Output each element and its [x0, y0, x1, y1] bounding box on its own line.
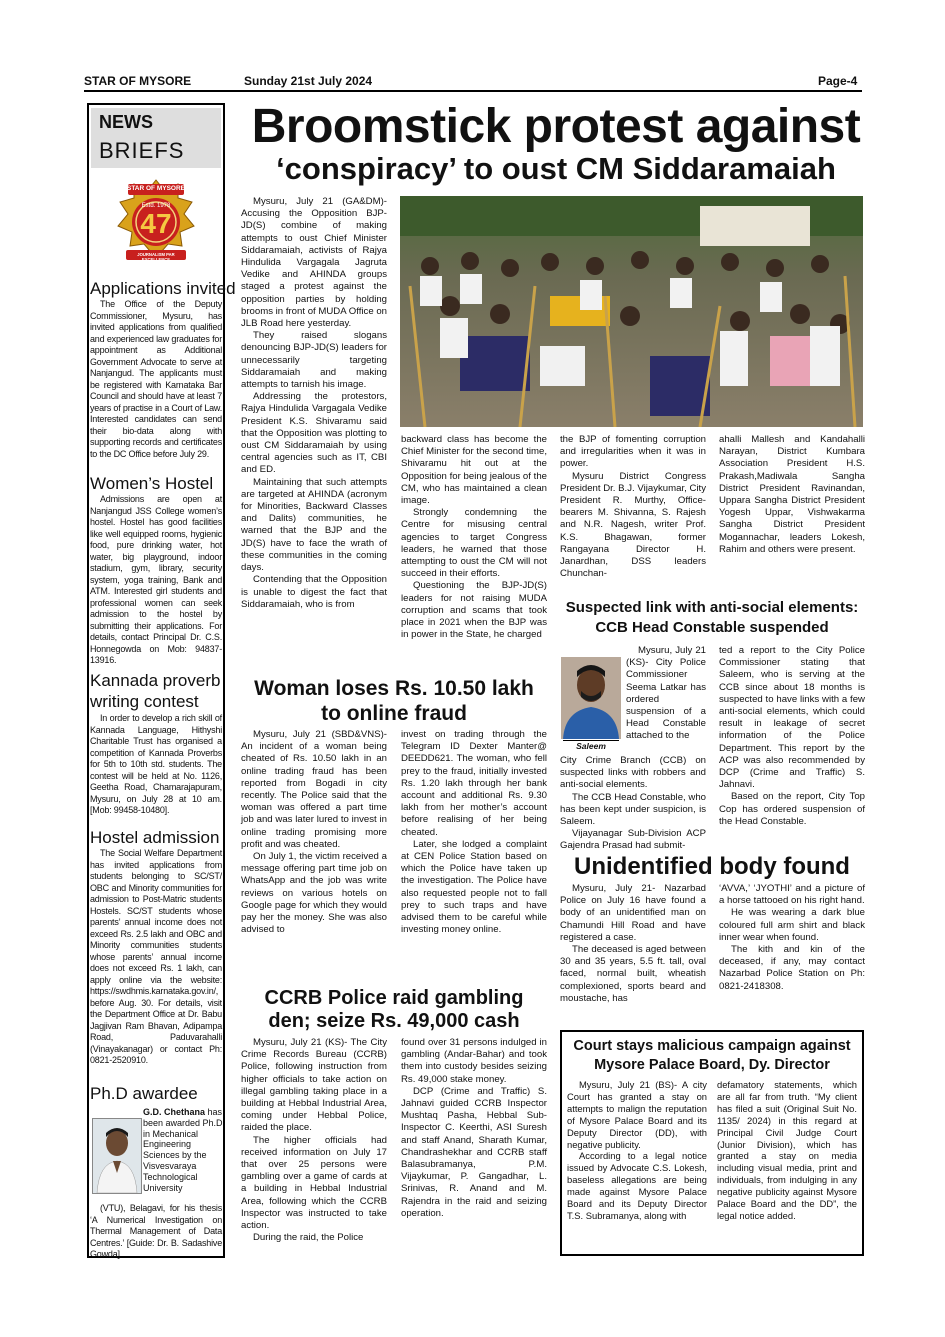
- brief-title-kannada-contest: Kannada proverb writing contest: [90, 671, 221, 711]
- protest-photo: [400, 196, 863, 427]
- ccrb-column-1: Mysuru, July 21 (KS)- The City Crime Records Bureau (CCRB) Police, following instruction from higher officials to take action on illegal gambling taking place in a building at Hebbal Industrial Area, coming under Hebbal Police, raided the place. The higher officials had received information on July 17 that over 25 persons were gambling over a game of cards at a building in Hebbal Industrial Area, following which the CCRB Inspector was instructed to take action. During the raid, the Police: [241, 1037, 387, 1244]
- brief-body-kannada-contest: In order to develop a rich skill of Kannada Language, Hithyshi Charitable Trust has organised a competition of Kannada Proverbs for 5th to 10th std. students. The contest will be held at No. 1126, Geetha Road, Chamarajapuram, Mysuru, on July 28 at 10 am. [Mob: 99458-10480].: [90, 713, 222, 815]
- logo-estd: Estd. 1978: [141, 203, 171, 209]
- header-rule: [84, 90, 862, 92]
- ccrb-headline: CCRB Police raid gambling den; seize Rs. 49,000 cash: [264, 987, 524, 1032]
- star-of-mysore-47-logo: [116, 178, 196, 268]
- logo-number: 47: [140, 208, 172, 239]
- lead-headline-line1: Broomstick protest against: [251, 100, 861, 153]
- woman-column-2: invest on trading through the Telegram ID Dexter Manter@ DEEDD621. The woman, who fell prey to the fraud, initially invested Rs. 1.20 lakh through her bank account and additional Rs. 9.30 lakh from her mother’s account before realising of her being cheated. Later, she lodged a complaint at CEN Police Station based on which the Police have taken up the investigation. The Police have also requested people not to fall prey to such traps and have advised them to be careful while investing money online.: [401, 729, 547, 936]
- saleem-photo: [561, 657, 621, 739]
- phd-name: G.D. Chethana: [143, 1107, 206, 1117]
- briefs-title-briefs: BRIEFS: [99, 138, 185, 163]
- lead-column-1: Mysuru, July 21 (GA&DM)- Accusing the Opposition BJP-JD(S) combine of making attempts to oust Chief Minister Siddaramaiah, activists of Rajya Hindulida Vargagala Jagruta Vedike and AHINDA groups staged a protest against the opposition parties by holding brooms in front of MUDA Office on JLB Road here yesterday. They raised slogans denouncing BJP-JD(S) leaders for unnecessarily targeting Siddaramaiah and making attempts to tarnish his image. Addressing the protestors, Rajya Hindulida Vargagala Vedike President K.S. Shivaramu said that the Opposition was plotting to oust CM Siddaramaiah by using central agencies such as IT, CBI and ED. Maintaining that such attempts are targeted at AHINDA (acronym for Minorities, Backward Classes and Dalits) communities, he warned that the BJP and the JD(S) have to face the wrath of these communities in the coming days. Contending that the Opposition is unable to digest the fact that Siddaramaiah, who is from: [241, 196, 387, 610]
- lead-headline-line2: ‘conspiracy’ to oust CM Siddaramaiah: [276, 151, 836, 186]
- body-found-column-1: Mysuru, July 21- Nazarbad Police on July 16 have found a body of an unidentified man on Chamundi Hill Road and have registered a case. The deceased is aged between 30 and 35 years, 5.5 ft. tall, oval faced, normal built, wheatish complexioned, sports beard and moustache, has: [560, 883, 706, 1004]
- court-column-1: Mysuru, July 21 (BS)- A city Court has granted a stay on attempts to malign the reputation of Mysore Palace Board and its Deputy Director (DD), with negative publicity. According to a legal notice issued by Advocate C.S. Lokesh, baseless allegations are being made against Mysore Palace Board and its Deputy Director T.S. Subramanya, along with: [567, 1079, 707, 1221]
- ccrb-column-2: found over 31 persons indulged in gambling (Andar-Bahar) and took them into custody besides seizing Rs. 49,000 stake money. DCP (Crime and Traffic) S. Jahnavi guided CCRB Inspector Mushtaq Pasha, Hebbal Sub-Inspector C. Keerthi, ASI Suresh and staff Anand, Sharath Kumar, Chandrashekhar and CCRB staff Balasubramanya, P.M. Vijaykumar, P. Gangadhar, L. Srinivas, R. Anand and M. Rajendra in the raid and seizing operation.: [401, 1037, 547, 1219]
- lead-column-3: the BJP of fomenting corruption and irregularities when it was in power. Mysuru District Congress President Dr. B.J. Vijaykumar, City President R. Murthy, Office-bearers M. Shivanna, S. Rajesh and N.R. Nagesh, writer Prof. K.S. Bhagawan, former Rangayana Director H. Janardhan, DSS leaders Chunchan-: [560, 434, 706, 580]
- court-headline: Court stays malicious campaign against Mysore Palace Board, Dy. Director: [573, 1038, 851, 1073]
- brief-body-hostel-admission: The Social Welfare Department has invited applications from students belonging to SC/ST/ OBC and Minority communities for admission to Post-Matric students Hostels. SC/ST students whose parents’ annual income does not exceed Rs. 2.5 lakh and OBC and Minority communities students whose parents’ annual income does not exceed Rs. 1 lakh, can apply online via the website: https://swdhmis.karnataka.gov.in/, before Aug. 30. For details, visit the Department Office at Dr. Babu Jagjivan Ram Bhavan, Adipampa Road, Paduvarahalli (Vinayakanagar) or contact Ph: 0821-2520910.: [90, 848, 222, 1065]
- brief-title-phd: Ph.D awardee: [90, 1084, 198, 1103]
- ccb-side-text: Mysuru, July 21 (KS)- City Police Commissioner Seema Latkar has ordered suspension of a Head Constable attached to the: [626, 645, 706, 742]
- lead-column-2: backward class has become the Chief Minister for the second time, Shivaramu hit out at the Opposition for being jealous of the CM, who has maintained a clean image. Strongly condemning the Centre for misusing central agencies to target Congress leaders, he warned that those attempting to oust the CM will not succeed in their efforts. Questioning the BJP-JD(S) leaders for not raising MUDA corruption and scams that took place in 2021 when the BJP was in power in the State, he charged: [401, 434, 547, 641]
- page-number: Page-4: [818, 74, 858, 88]
- ccb-column-1: City Crime Branch (CCB) on suspected links with robbers and anti-social elements. The CCB Head Constable, who has been kept under suspicion, is Saleem. Vijayanagar Sub-Division ACP Gajendra Prasad had submit-: [560, 755, 706, 852]
- brief-body-applications: The Office of the Deputy Commissioner, Mysuru, has invited applications from qualified and experienced law graduates for appointment as Additional Government Advocate to serve at Nanjangud. The applicants must be registered with Karnataka Bar Council and should have at least 7 years of practise in a Court of Law. Interested candidates can send their bio-data along with supporting records and certificates to the DC Office before July 29.: [90, 299, 222, 459]
- brief-title-womens-hostel: Women’s Hostel: [90, 474, 214, 493]
- ccb-column-2: ted a report to the City Police Commissioner stating that Saleem, who is serving at the CCB since about 18 months is suspected to have links with a few anti-social elements, which could result in leakage of secret information of the Police Department. This report by the ACP was also recommended by DCP (Crime and Traffic) S. Jahnavi. Based on the report, City Top Cop has ordered suspension of the Head Constable.: [719, 645, 865, 827]
- brief-title-hostel-admission: Hostel admission: [90, 828, 220, 847]
- logo-top-text: STAR OF MYSORE: [126, 185, 186, 192]
- masthead-name: STAR OF MYSORE: [84, 74, 192, 88]
- brief-title-applications: Applications invited: [90, 279, 236, 298]
- saleem-caption: Saleem: [563, 740, 619, 751]
- phd-awardee-photo: [92, 1118, 142, 1194]
- lead-column-4: ahalli Mallesh and Kandahalli Narayan, District Kumbara Association President H.S. Prakash,Madiwala Sangha District President Ravinandan, Uppara Sangha District President Yogesh Uppar, Vishwakarma Sangha District President Mogannachar, leaders Lokesh, Rahim and others were present.: [719, 434, 865, 555]
- ccb-headline: Suspected link with anti-social elements: CCB Head Constable suspended: [565, 599, 859, 636]
- body-found-column-2: ‘AVVA,’ ‘JYOTHI’ and a picture of a horse tattooed on his right hand. He was wearing a dark blue coloured full arm shirt and black inner wear when found. The kith and kin of the deceased, if any, may contact Nazarbad Police Station on Ph: 0821-2418308.: [719, 883, 865, 992]
- phd-body-rest: (VTU), Belagavi, for his thesis ‘A Numerical Investigation on Thermal Management of Data Centres.’ [Guide: Dr. B. Sadashive Gowda]: [90, 1203, 222, 1259]
- briefs-title-box: [91, 108, 221, 168]
- woman-column-1: Mysuru, July 21 (SBD&VNS)- An incident of a woman being cheated of Rs. 10.50 lakh in an online trading fraud has been reported from Bogadi in city recently. The Police said that the woman was offered a part time job and was later lured to invest in online trading promising more profit and was cheated. On July 1, the victim received a message offering part time job on WhatsApp and the job was write reviews on various hotels on Google page for which they would pay her the money. She was also advised to: [241, 729, 387, 936]
- woman-headline: Woman loses Rs. 10.50 lakh to online fraud: [254, 677, 534, 725]
- brief-body-womens-hostel: Admissions are open at Nanjangud JSS College women’s hostel. Hostel has good facilities like well equipped rooms, hygienic food, pure drinking water, hot water, big playground, indoor stadium, gym, library, security system, yoga training, Bank and ATM. Interested girl students and professional women can seek admission to the hostel by submitting their applications. For details, contact Principal Dr. C.S. Honnegowda on Mob: 94837-13916.: [90, 494, 222, 665]
- court-column-2: defamatory statements, which are all far from truth. “My client has filed a suit (Original Suit No. 1135/ 2024) in this regard at Principal Civil Judge Court (Junior Division), which has granted a stay on media including visual media, print and individuals, from indulging in any negative publicity against Mysore Palace Board and the DD”, the legal notice added.: [717, 1079, 857, 1221]
- issue-date: Sunday 21st July 2024: [244, 74, 373, 88]
- briefs-title-news: NEWS: [99, 112, 153, 132]
- body-found-headline: Unidentified body found: [574, 853, 850, 880]
- phd-body-side: has been awarded Ph.D in Mechanical Engineering Sciences by the Visvesvaraya Technological University: [143, 1107, 223, 1193]
- phd-side-text: [143, 1107, 223, 1193]
- logo-bottom-text: JOURNALISM PAR EXCELLENCE: [137, 252, 175, 262]
